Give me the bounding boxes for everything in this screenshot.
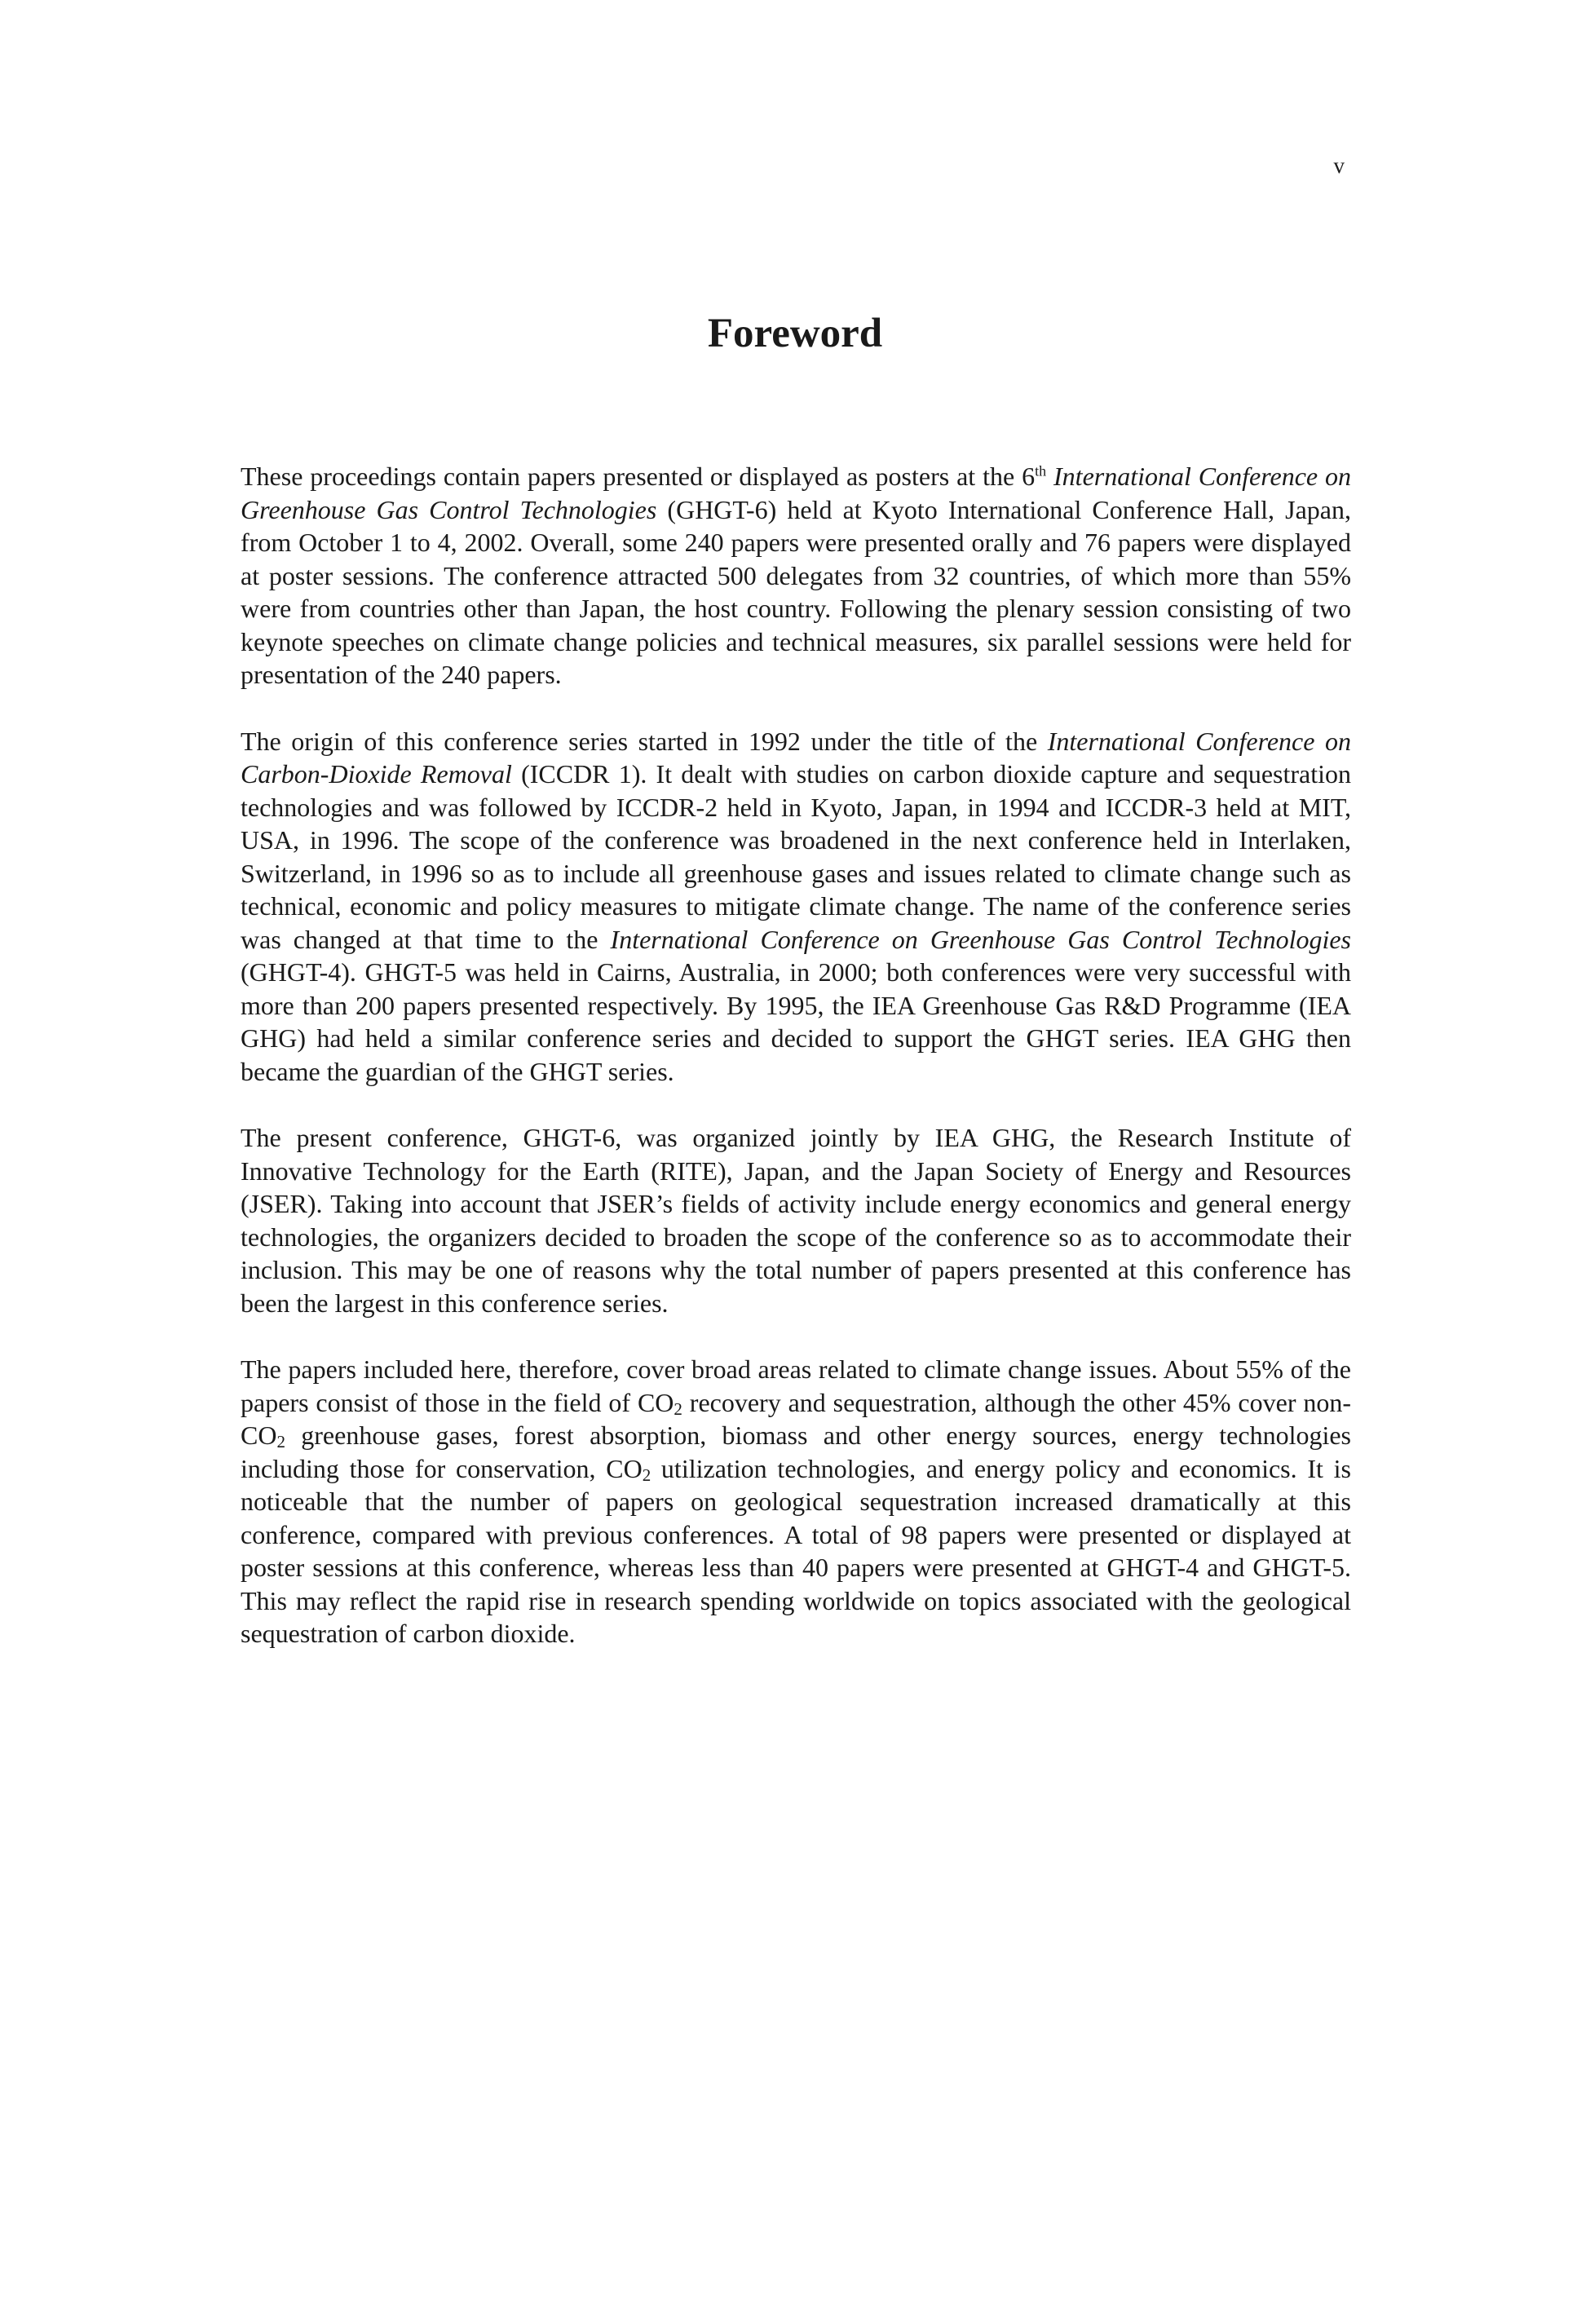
text-run: These proceedings contain papers presented or displayed as posters at the 6 [241,462,1036,491]
paragraph [241,1121,1351,1319]
italic-text: International Conference on Carbon-Dioxide Removal [241,726,1352,789]
text-run: (GHGT-4). GHGT-5 was held in Cairns, Australia, in 2000; both conferences were very successful with more than 200 papers presented respectively. By 1995, the IEA Greenhouse Gas R&D Programme (IEA GHG) had held a similar conference series and decided to support the GHGT series. IEA GHG then became the guardian of the GHGT series. [241,957,1351,1086]
text-run: The papers included here, therefore, cover broad areas related to climate change issues. About 55% of the papers consist of those in the field of CO [241,1354,1351,1417]
text-run: (GHGT-6) held at Kyoto International Conference Hall, Japan, from October 1 to 4, 2002. Overall, some 240 papers were presented orally and 76 papers were displayed at poster sessions. The conference attracted 500 delegates from 32 countries, of which more than 55% were from countries other than Japan, the host country. Following the plenary session consisting of two keynote speeches on climate change policies and technical measures, six parallel sessions were held for presentation of the 240 papers. [241,494,1352,689]
text-run: recovery and sequestration, although the other 45% cover non-CO [241,1387,1352,1450]
text-run: greenhouse gases, forest absorption, biomass and other energy sources, energy technologies including those for conservation, CO [241,1420,1351,1483]
paragraph [241,1353,1351,1650]
subscript: 2 [276,1432,285,1451]
subscript: 2 [674,1398,682,1419]
italic-text: International Conference on Greenhouse Gas Control Technologies [610,924,1351,954]
text-run: (ICCDR 1). It dealt with studies on carbon dioxide capture and sequestration technologies and was followed by ICCDR-2 held in Kyoto, Japan, in 1994 and ICCDR-3 held at MIT, USA, in 1996. The scope of the conference was broadened in the next conference held in Interlaken, Switzerland, in 1996 so as to include all greenhouse gases and issues related to climate change such as technical, economic and policy measures to mitigate climate change. The name of the conference series was changed at that time to the [241,759,1352,954]
page-title: Foreword [707,311,883,356]
text-run [1046,462,1053,491]
subscript: 2 [642,1465,651,1485]
paragraph [241,460,1351,691]
italic-text: International Conference on Greenhouse Gas Control Technologies [241,462,1352,524]
text-run: The present conference, GHGT-6, was organized jointly by IEA GHG, the Research Institute of Innovative Technology for the Earth (RITE), Japan, and the Japan Society of Energy and Resources (JSER). Taking into account that JSER’s fields of activity include energy economics and general energy technologies, the organizers decided to broaden the scope of the conference so as to accommodate their inclusion. This may be one of reasons why the total number of papers presented at this conference has been the largest in this conference series. [241,1123,1351,1318]
text-run: utilization technologies, and energy policy and economics. It is noticeable that the number of papers on geological sequestration increased dramatically at this conference, compared with previous conferences. A total of 98 papers were presented or displayed at poster sessions at this conference, whereas less than 40 papers were presented at GHGT-4 and GHGT-5. This may reflect the rapid rise in research spending worldwide on topics associated with the geological sequestration of carbon dioxide. [241,1453,1352,1648]
text-run: The origin of this conference series started in 1992 under the title of the [241,726,1048,756]
paragraph [241,725,1351,1089]
page-number: v [1333,153,1345,178]
foreword-body [241,460,1351,1684]
superscript: th [1035,462,1047,479]
